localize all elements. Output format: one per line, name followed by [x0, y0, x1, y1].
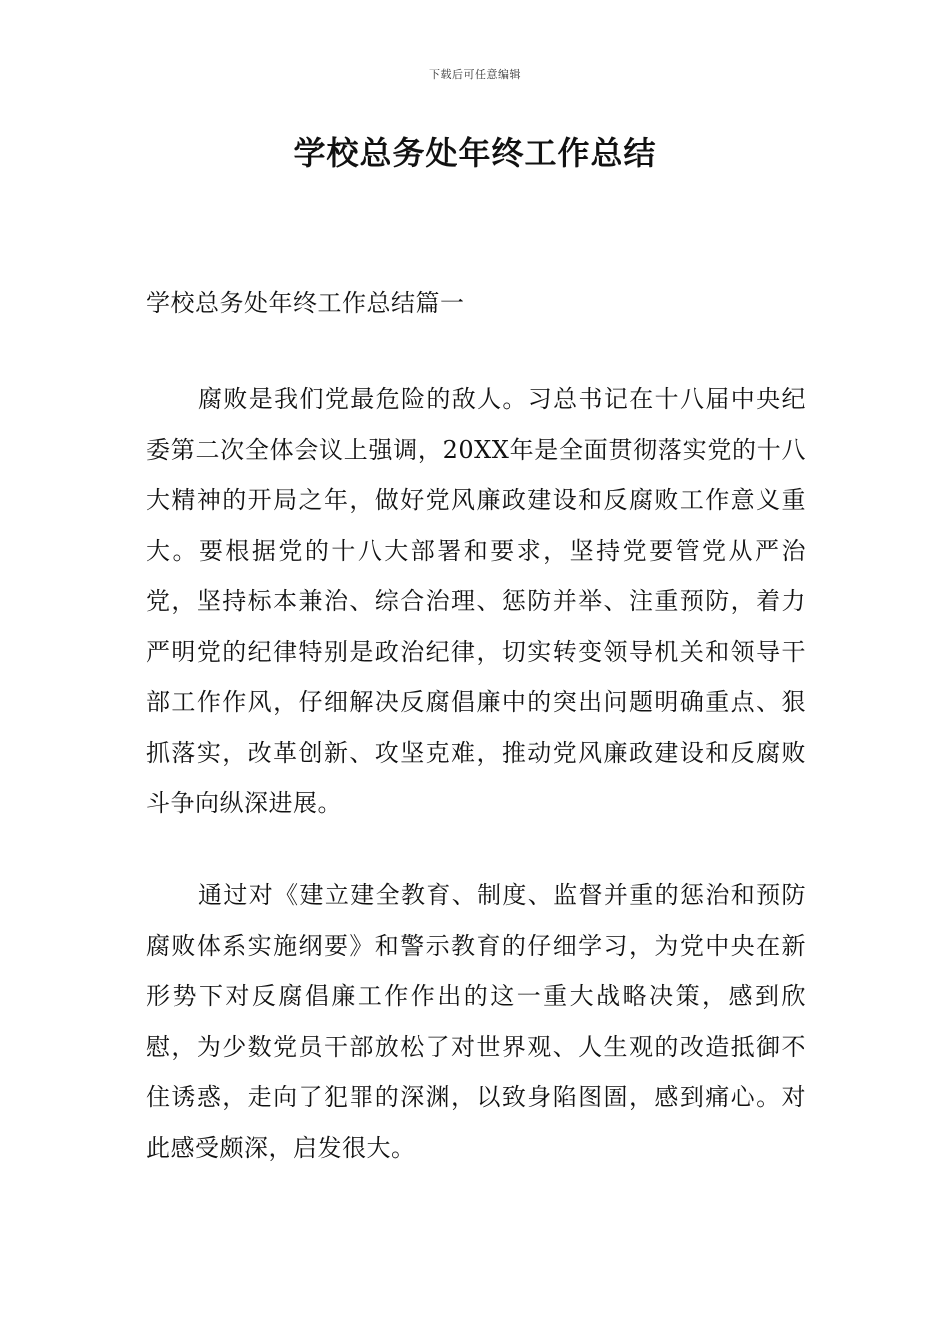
paragraph-2: 通过对《建立建全教育、制度、监督并重的惩治和预防腐败体系实施纲要》和警示教育的仔细学习，为党中央在新形势下对反腐倡廉工作作出的这一重大战略决策，感到欣慰，为少数党员干部放松了对世界观、人生观的改造抵御不住诱惑，走向了犯罪的深渊，以致身陷图圄，感到痛心。对此感受颇深，启发很大。: [146, 881, 806, 1162]
paragraph-1: 腐败是我们党最危险的敌人。习总书记在十八届中央纪委第二次全体会议上强调，20XX年是全面贯彻落实党的十八大精神的开局之年，做好党风廉政建设和反腐败工作意义重大。要根据党的十八大部署和要求，坚持党要管党从严治党，坚持标本兼治、综合治理、惩防并举、注重预防，着力严明党的纪律特别是政治纪律，切实转变领导机关和领导干部工作作风，仔细解决反腐倡廉中的突出问题明确重点、狠抓落实，改革创新、攻坚克难，推动党风廉政建设和反腐败斗争向纵深进展。: [146, 385, 806, 817]
header-note: 下载后可任意编辑: [429, 68, 521, 81]
document-title: 学校总务处年终工作总结: [293, 134, 657, 172]
section-heading: 学校总务处年终工作总结篇一: [146, 289, 465, 317]
